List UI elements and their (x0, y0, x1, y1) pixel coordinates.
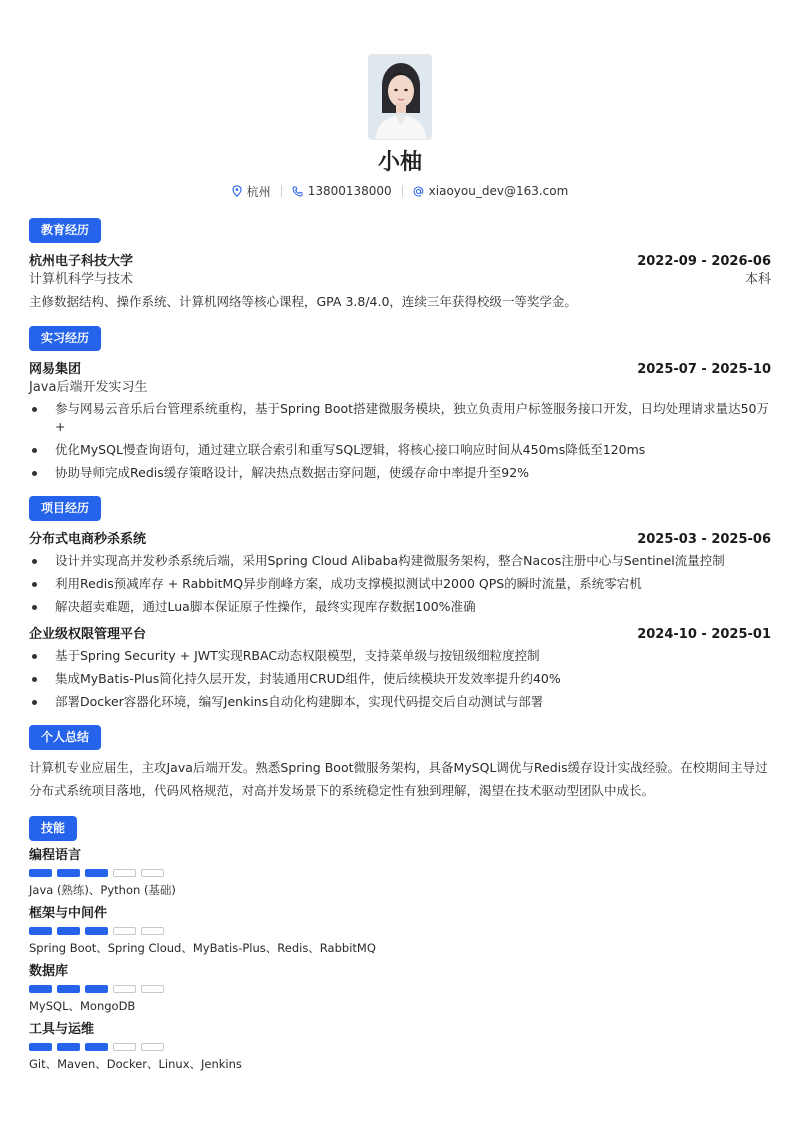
skill-level-bars (29, 985, 771, 993)
projects-section (29, 496, 771, 711)
skill-detail: MySQL、MongoDB (29, 999, 136, 1013)
education-entry (29, 253, 771, 312)
skill-name: 编程语言 (29, 848, 82, 863)
section-title-summary: 个人总结 (29, 725, 101, 750)
skill-level-segment-empty (141, 1043, 164, 1051)
skill-level-bars (29, 869, 771, 877)
school-name: 杭州电子科技大学 (29, 254, 134, 269)
project-bullets (29, 647, 771, 711)
skill-name: 数据库 (29, 964, 69, 979)
list-item: 参与网易云音乐后台管理系统重构，基于Spring Boot搭建微服务模块，独立负责用户标签服务接口开发，日均处理请求量达50万+ (29, 400, 771, 436)
company-name: 网易集团 (29, 362, 82, 377)
email-text[interactable]: xiaoyou_dev@163.com (428, 184, 569, 198)
skill-item (29, 1021, 771, 1073)
section-title-projects: 项目经历 (29, 496, 101, 521)
list-item: 基于Spring Security + JWT实现RBAC动态权限模型，支持菜单级与按钮级细粒度控制 (29, 647, 771, 665)
skill-level-segment-filled (29, 869, 52, 877)
avatar-portrait (369, 55, 432, 140)
internship-date: 2025-07 - 2025-10 (637, 362, 771, 377)
skills-list (29, 847, 771, 1073)
skill-level-segment-empty (113, 869, 136, 877)
skill-item (29, 963, 771, 1015)
skill-detail: Git、Maven、Docker、Linux、Jenkins (29, 1057, 242, 1071)
skill-item (29, 905, 771, 957)
skill-name: 框架与中间件 (29, 906, 108, 921)
skill-level-bars (29, 1043, 771, 1051)
skill-detail: Spring Boot、Spring Cloud、MyBatis-Plus、Redis、RabbitMQ (29, 941, 376, 955)
contact-info (0, 182, 800, 200)
project-bullets (29, 552, 771, 616)
list-item: 解决超卖难题，通过Lua脚本保证原子性操作，最终实现库存数据100%准确 (29, 598, 771, 616)
contact-email[interactable] (403, 184, 579, 198)
resume-body (29, 218, 771, 1087)
project-entry (29, 531, 771, 616)
education-description: 主修数据结构、操作系统、计算机网络等核心课程，GPA 3.8/4.0，连续三年获得校级一等奖学金。 (29, 294, 577, 309)
skill-level-segment-filled (85, 927, 108, 935)
major-name: 计算机科学与技术 (29, 272, 134, 287)
skill-level-segment-filled (85, 869, 108, 877)
city-text: 杭州 (246, 184, 271, 199)
project-entry (29, 626, 771, 711)
skill-name: 工具与运维 (29, 1022, 95, 1037)
section-title-skills: 技能 (29, 816, 77, 841)
education-date: 2022-09 - 2026-06 (637, 254, 771, 269)
at-sign-icon (413, 186, 424, 197)
skill-level-segment-filled (85, 985, 108, 993)
internship-entry (29, 361, 771, 482)
phone-text: 13800138000 (307, 184, 392, 198)
list-item: 利用Redis预减库存 + RabbitMQ异步削峰方案，成功支撑模拟测试中2000 QPS的瞬时流量，系统零宕机 (29, 575, 771, 593)
phone-icon (292, 186, 303, 197)
skill-level-segment-filled (57, 927, 80, 935)
project-name: 企业级权限管理平台 (29, 627, 147, 642)
skill-level-segment-filled (29, 927, 52, 935)
internship-bullets (29, 400, 771, 482)
skill-level-segment-empty (113, 927, 136, 935)
summary-text: 计算机专业应届生，主攻Java后端开发。熟悉Spring Boot微服务架构，具备MySQL调优与Redis缓存设计实战经验。在校期间主导过分布式系统项目落地，代码风格规范，对高并发场景下的系统稳定性有独到理解，渴望在技术驱动型团队中成长。 (29, 760, 768, 798)
skill-level-segment-empty (113, 1043, 136, 1051)
skill-level-segment-filled (57, 869, 80, 877)
avatar (368, 54, 432, 140)
skills-section (29, 816, 771, 1073)
internship-role: Java后端开发实习生 (29, 380, 148, 395)
education-section (29, 218, 771, 312)
list-item: 优化MySQL慢查询语句，通过建立联合索引和重写SQL逻辑，将核心接口响应时间从450ms降低至120ms (29, 441, 771, 459)
skill-detail: Java (熟练)、Python (基础) (29, 883, 176, 897)
skill-level-segment-filled (57, 1043, 80, 1051)
skill-item (29, 847, 771, 899)
project-date: 2024-10 - 2025-01 (637, 627, 771, 642)
skill-level-segment-empty (141, 869, 164, 877)
location-pin-icon (232, 185, 242, 197)
list-item: 部署Docker容器化环境，编写Jenkins自动化构建脚本，实现代码提交后自动测试与部署 (29, 693, 771, 711)
skill-level-segment-filled (85, 1043, 108, 1051)
skill-level-segment-empty (141, 985, 164, 993)
candidate-name: 小柚 (377, 150, 422, 175)
skill-level-segment-empty (113, 985, 136, 993)
contact-city (222, 183, 281, 200)
list-item: 集成MyBatis-Plus简化持久层开发，封装通用CRUD组件，使后续模块开发效率提升约40% (29, 670, 771, 688)
list-item: 设计并实现高并发秒杀系统后端，采用Spring Cloud Alibaba构建微服务架构，整合Nacos注册中心与Sentinel流量控制 (29, 552, 771, 570)
skill-level-segment-filled (29, 1043, 52, 1051)
resume-header (0, 54, 800, 200)
section-title-internship: 实习经历 (29, 326, 101, 351)
internship-section (29, 326, 771, 482)
summary-section (29, 725, 771, 802)
project-name: 分布式电商秒杀系统 (29, 532, 147, 547)
skill-level-bars (29, 927, 771, 935)
skill-level-segment-filled (29, 985, 52, 993)
section-title-education: 教育经历 (29, 218, 101, 243)
project-date: 2025-03 - 2025-06 (637, 532, 771, 547)
list-item: 协助导师完成Redis缓存策略设计，解决热点数据击穿问题，使缓存命中率提升至92% (29, 464, 771, 482)
contact-phone (282, 184, 402, 198)
skill-level-segment-empty (141, 927, 164, 935)
degree-name: 本科 (744, 272, 771, 287)
skill-level-segment-filled (57, 985, 80, 993)
